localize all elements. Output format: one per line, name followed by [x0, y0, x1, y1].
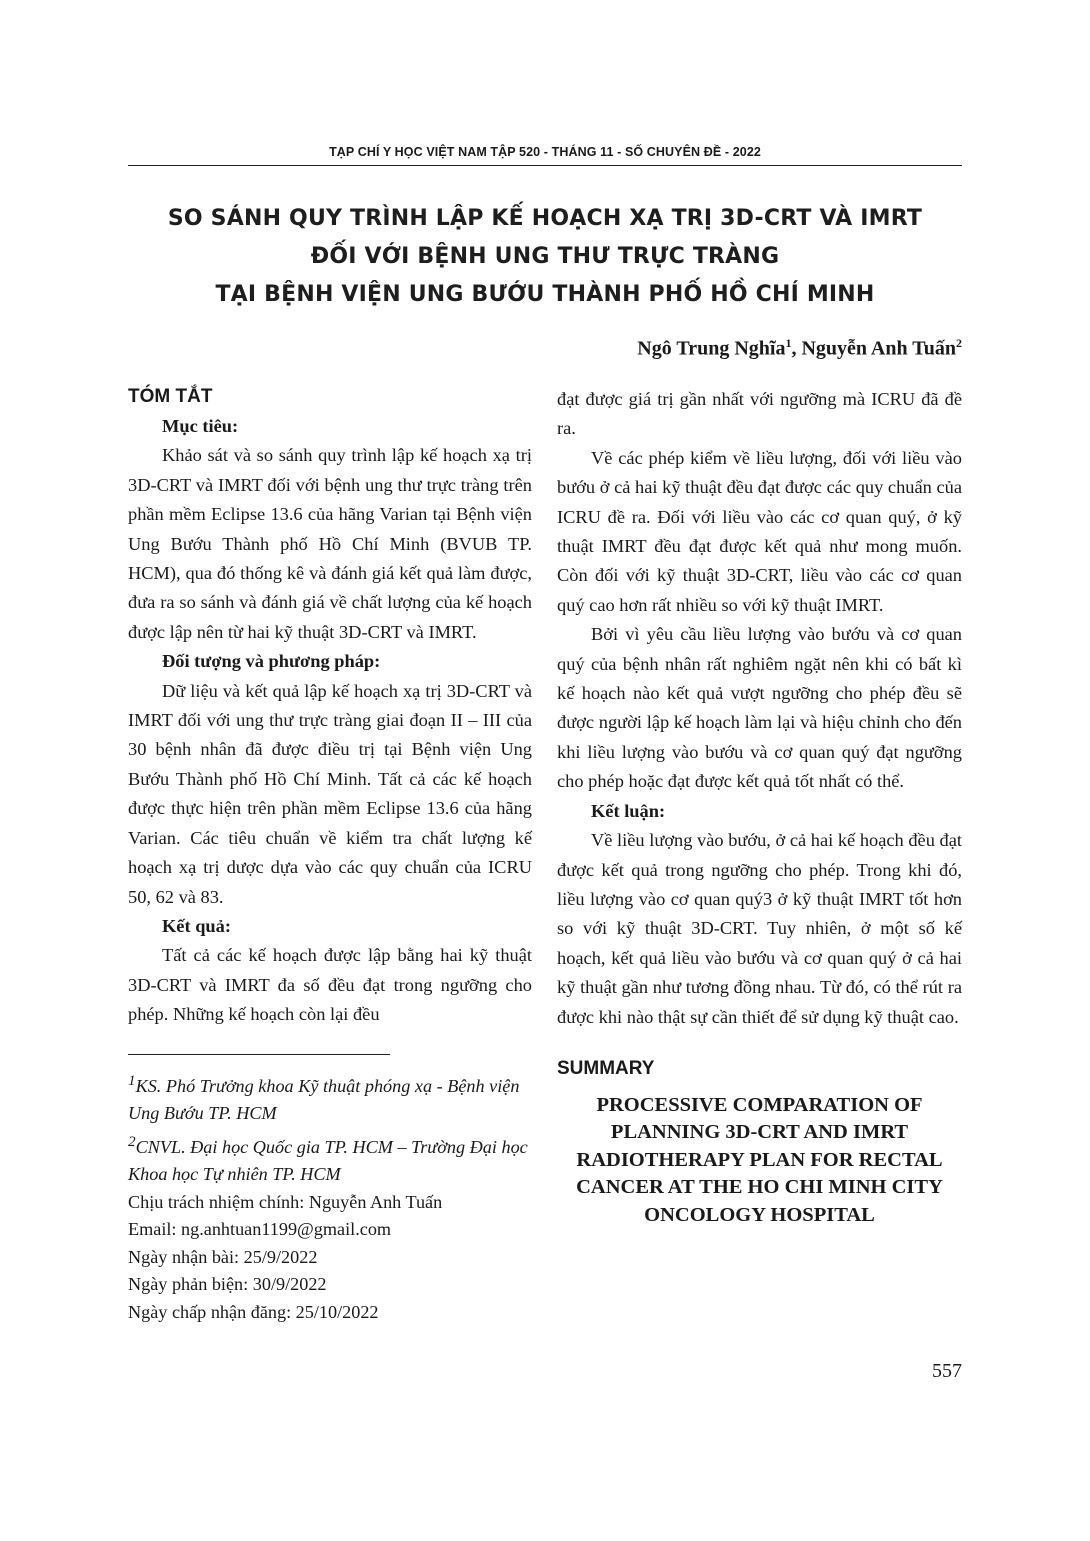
methods-heading: Đối tượng và phương pháp:: [162, 651, 381, 672]
contact-email: Email: ng.anhtuan1199@gmail.com: [128, 1219, 392, 1240]
objective-heading: Mục tiêu:: [162, 416, 239, 436]
results-text-part-2: Về các phép kiểm về liều lượng, đối với liều vào bướu ở cả hai kỹ thuật đều đạt được các quy chuẩn của ICRU đề ra. Đối với liều vào các cơ quan quý, ở kỹ thuật IMRT đều đạt được kết quả như mong muốn. Còn đối với kỹ thuật 3D-CRT, liều vào các cơ quan quý cao hơn rất nhiều so với kỹ thuật IMRT.: [557, 447, 962, 615]
corresponding-author: Chịu trách nhiệm chính: Nguyễn Anh Tuấn: [128, 1191, 443, 1212]
header-rule: [128, 165, 962, 166]
methods-text: Dữ liệu và kết quả lập kế hoạch xạ trị 3D-CRT và IMRT đối với ung thư trực tràng giai đoạn II – III của 30 bệnh nhân đã được điều trị tại Bệnh viện Ung Bướu Thành phố Hồ Chí Minh. Tất cả các kế hoạch được thực hiện trên phần mềm Eclipse 13.6 của hãng Varian. Các tiêu chuẩn về kiểm tra chất lượng kế hoạch xạ trị dược dựa vào các quy chuẩn của ICRU 50, 62 và 83.: [128, 680, 532, 907]
date-accepted: Ngày chấp nhận đăng: 25/10/2022: [128, 1301, 379, 1322]
date-received: Ngày nhận bài: 25/9/2022: [128, 1246, 318, 1267]
author-list: [637, 336, 962, 361]
footnote-rule: [128, 1054, 390, 1055]
conclusion-heading: Kết luận:: [591, 800, 666, 821]
english-title-line-1: PROCESSIVE COMPARATION OF: [596, 1093, 923, 1116]
author-1-affiliation: 1: [785, 336, 792, 350]
summary-heading: SUMMARY: [557, 1057, 655, 1079]
conclusion-text: Về liều lượng vào bướu, ở cả hai kế hoạch đều đạt được kết quả trong ngưỡng cho phép. Trong khi đó, liều lượng vào cơ quan quý3 ở kỹ thuật IMRT tốt hơn so với kỹ thuật 3D-CRT. Tuy nhiên, ở một số kế hoạch, kết quả liều vào bướu và cơ quan quý ở cả hai kỹ thuật gần như tương đồng nhau. Từ đó, có thể rút ra được khi nào thật sự cần thiết để sử dụng kỹ thuật cao.: [557, 830, 962, 1027]
results-text-part-1-cont: đạt được giá trị gần nhất với ngưỡng mà ICRU đã đề ra.: [557, 389, 962, 439]
results-heading: Kết quả:: [162, 915, 231, 936]
english-title: [557, 1092, 962, 1230]
results-text-part-3: Bởi vì yêu cầu liều lượng vào bướu và cơ quan quý của bệnh nhân rất nghiêm ngặt nên khi có bất kì kế hoạch nào kết quả vượt ngưỡng cho phép đều sẽ được người lập kế hoạch làm lại và hiệu chỉnh cho đến khi liều lượng vào bướu và cơ quan quý đạt ngưỡng cho phép hoặc đạt được kết quả tốt nhất có thể.: [557, 624, 962, 792]
english-title-line-3: RADIOTHERAPY PLAN FOR RECTAL: [576, 1148, 943, 1171]
left-column: [128, 382, 532, 1326]
title-line-1: SO SÁNH QUY TRÌNH LẬP KẾ HOẠCH XẠ TRỊ 3D-CRT VÀ IMRT: [167, 206, 923, 231]
title-line-3: TẠI BỆNH VIỆN UNG BƯỚU THÀNH PHỐ HỒ CHÍ MINH: [215, 282, 875, 307]
author-1-name: Ngô Trung Nghĩa: [637, 337, 786, 360]
footnote-2: [128, 1128, 532, 1189]
title-line-2: ĐỐI VỚI BỆNH UNG THƯ TRỰC TRÀNG: [310, 244, 780, 269]
objective-text: Khảo sát và so sánh quy trình lập kế hoạch xạ trị 3D-CRT và IMRT đối với bệnh ung thư trực tràng trên phần mềm Eclipse 13.6 của hãng Varian tại Bệnh viện Ung Bướu Thành phố Hồ Chí Minh (BVUB TP. HCM), qua đó thống kê và đánh giá kết quả làm được, đưa ra so sánh và đánh giá về chất lượng của kế hoạch được lập nên từ hai kỹ thuật 3D-CRT và IMRT.: [128, 445, 532, 642]
abstract-heading: TÓM TẮT: [128, 386, 213, 407]
footnote-2-mark: 2: [128, 1132, 136, 1150]
footnote-1-text: KS. Phó Trưởng khoa Kỹ thuật phóng xạ - Bệnh viện Ung Bướu TP. HCM: [128, 1075, 520, 1124]
running-header: TẠP CHÍ Y HỌC VIỆT NAM TẬP 520 - THÁNG 11 - SỐ CHUYÊN ĐỀ - 2022: [329, 145, 761, 159]
article-title: [128, 200, 962, 314]
page-number: 557: [932, 1360, 962, 1382]
author-2-affiliation: 2: [956, 336, 962, 350]
footnote-1: [128, 1067, 532, 1128]
right-column: [557, 385, 962, 1229]
author-2-name: Nguyễn Anh Tuấn: [801, 337, 956, 360]
results-text-part-1: Tất cả các kế hoạch được lập bằng hai kỹ thuật 3D-CRT và IMRT đa số đều đạt trong ngưỡng cho phép. Những kế hoạch còn lại đều: [128, 945, 532, 1025]
english-title-line-2: PLANNING 3D-CRT AND IMRT: [610, 1121, 909, 1144]
date-reviewed: Ngày phản biện: 30/9/2022: [128, 1274, 327, 1295]
footnote-1-mark: 1: [128, 1071, 136, 1089]
footnote-2-text: CNVL. Đại học Quốc gia TP. HCM – Trường Đại học Khoa học Tự nhiên TP. HCM: [128, 1136, 528, 1185]
english-title-line-4: CANCER AT THE HO CHI MINH CITY: [576, 1176, 943, 1199]
english-title-line-5: ONCOLOGY HOSPITAL: [644, 1203, 875, 1226]
author-separator: ,: [791, 337, 802, 360]
